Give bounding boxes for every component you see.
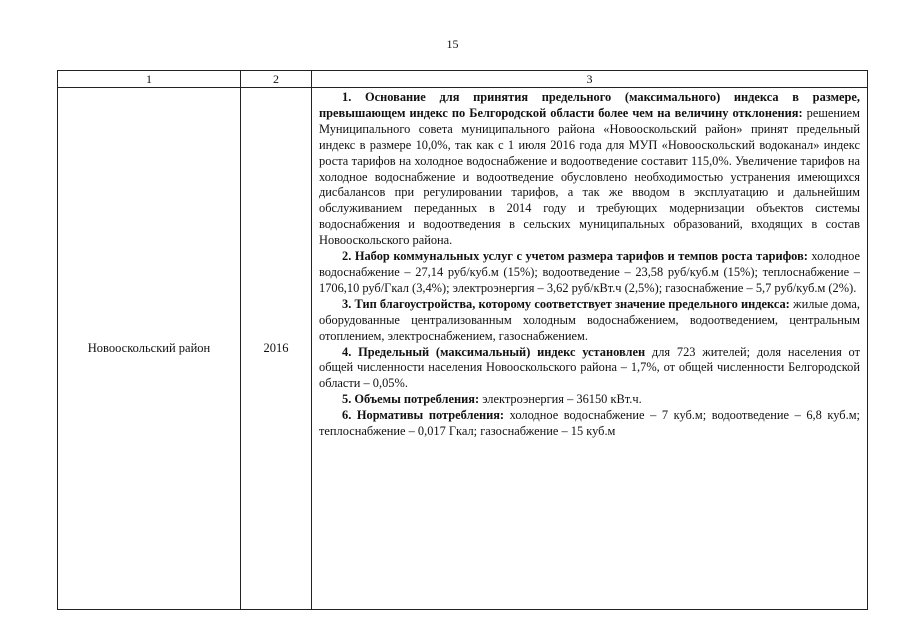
tariff-table xyxy=(57,70,868,610)
description-cell xyxy=(312,88,868,610)
header-col-2: 2 xyxy=(241,71,312,88)
paragraph-volumes xyxy=(319,392,860,408)
paragraph-index xyxy=(319,345,860,393)
paragraph-heading: 2. Набор коммунальных услуг с учетом размера тарифов и темпов роста тарифов: xyxy=(342,249,808,264)
paragraph-improvement-type xyxy=(319,297,860,345)
table-header-row xyxy=(58,71,868,88)
paragraph-heading: 3. Тип благоустройства, которому соответствует значение предельного индекса: xyxy=(342,296,790,311)
paragraph-basis xyxy=(319,90,860,249)
paragraph-heading: 5. Объемы потребления: xyxy=(342,392,480,407)
page-number: 15 xyxy=(446,37,459,51)
paragraph-text: холодное водоснабжение – 7 куб.м; водоотведение – 6,8 куб.м; теплоснабжение – 0,017 Гкал; газоснабжение – 15 куб.м xyxy=(319,408,860,439)
paragraph-heading: 6. Нормативы потребления: xyxy=(342,408,505,423)
paragraph-text: решением Муниципального совета муниципального района «Новооскольский район» принят предельный индекс в размере 10,0%, так как с 1 июля 2016 года для МУП «Новооскольский водоканал» индекс роста тарифов на холодное водоснабжение и водоотведение составит 115,0%. Увеличение тарифов на холодное водоснабжение и водоотведение обусловлено необходимостью устранения имеющихся дисбалансов при регулировании тарифов, а так же вводом в эксплуатацию и дальнейшим обслуживанием переданных в 2014 году и требующих модернизации объектов системы водоснабжения и водоотведения в сельских муниципальных образований, входящих в состав Новооскольского района. xyxy=(319,105,860,248)
paragraph-services xyxy=(319,249,860,297)
header-col-1: 1 xyxy=(58,71,241,88)
paragraph-heading: 1. Основание для принятия предельного (максимального) индекса в размере, превышающем индекс по Белгородской области более чем на величину отклонения: xyxy=(319,90,860,120)
paragraph-text: для 723 жителей; доля населения от общей численности населения Новооскольского района – 1,7%, от общей численности Белгородской области – 0,05%. xyxy=(319,344,861,391)
paragraph-text: жилые дома, оборудованные централизованным холодным водоснабжением, водоотведением, центральным отоплением, электроснабжением, газоснабжением. xyxy=(319,296,861,343)
table-row xyxy=(58,88,868,610)
paragraph-norms xyxy=(319,408,860,440)
header-col-3: 3 xyxy=(312,71,868,88)
paragraph-text: электроэнергия – 36150 кВт.ч. xyxy=(479,392,642,407)
paragraph-text: холодное водоснабжение – 27,14 руб/куб.м (15%); водоотведение – 23,58 руб/куб.м (15%); теплоснабжение – 1706,10 руб/Гкал (3,4%); электроэнергия – 3,62 руб/кВт.ч (2,5%); газоснабжение – 5,7 руб/куб.м (2%). xyxy=(319,249,860,295)
year-cell: 2016 xyxy=(241,88,312,610)
district-cell: Новооскольский район xyxy=(58,88,241,610)
paragraph-heading: 4. Предельный (максимальный) индекс установлен xyxy=(342,344,646,359)
